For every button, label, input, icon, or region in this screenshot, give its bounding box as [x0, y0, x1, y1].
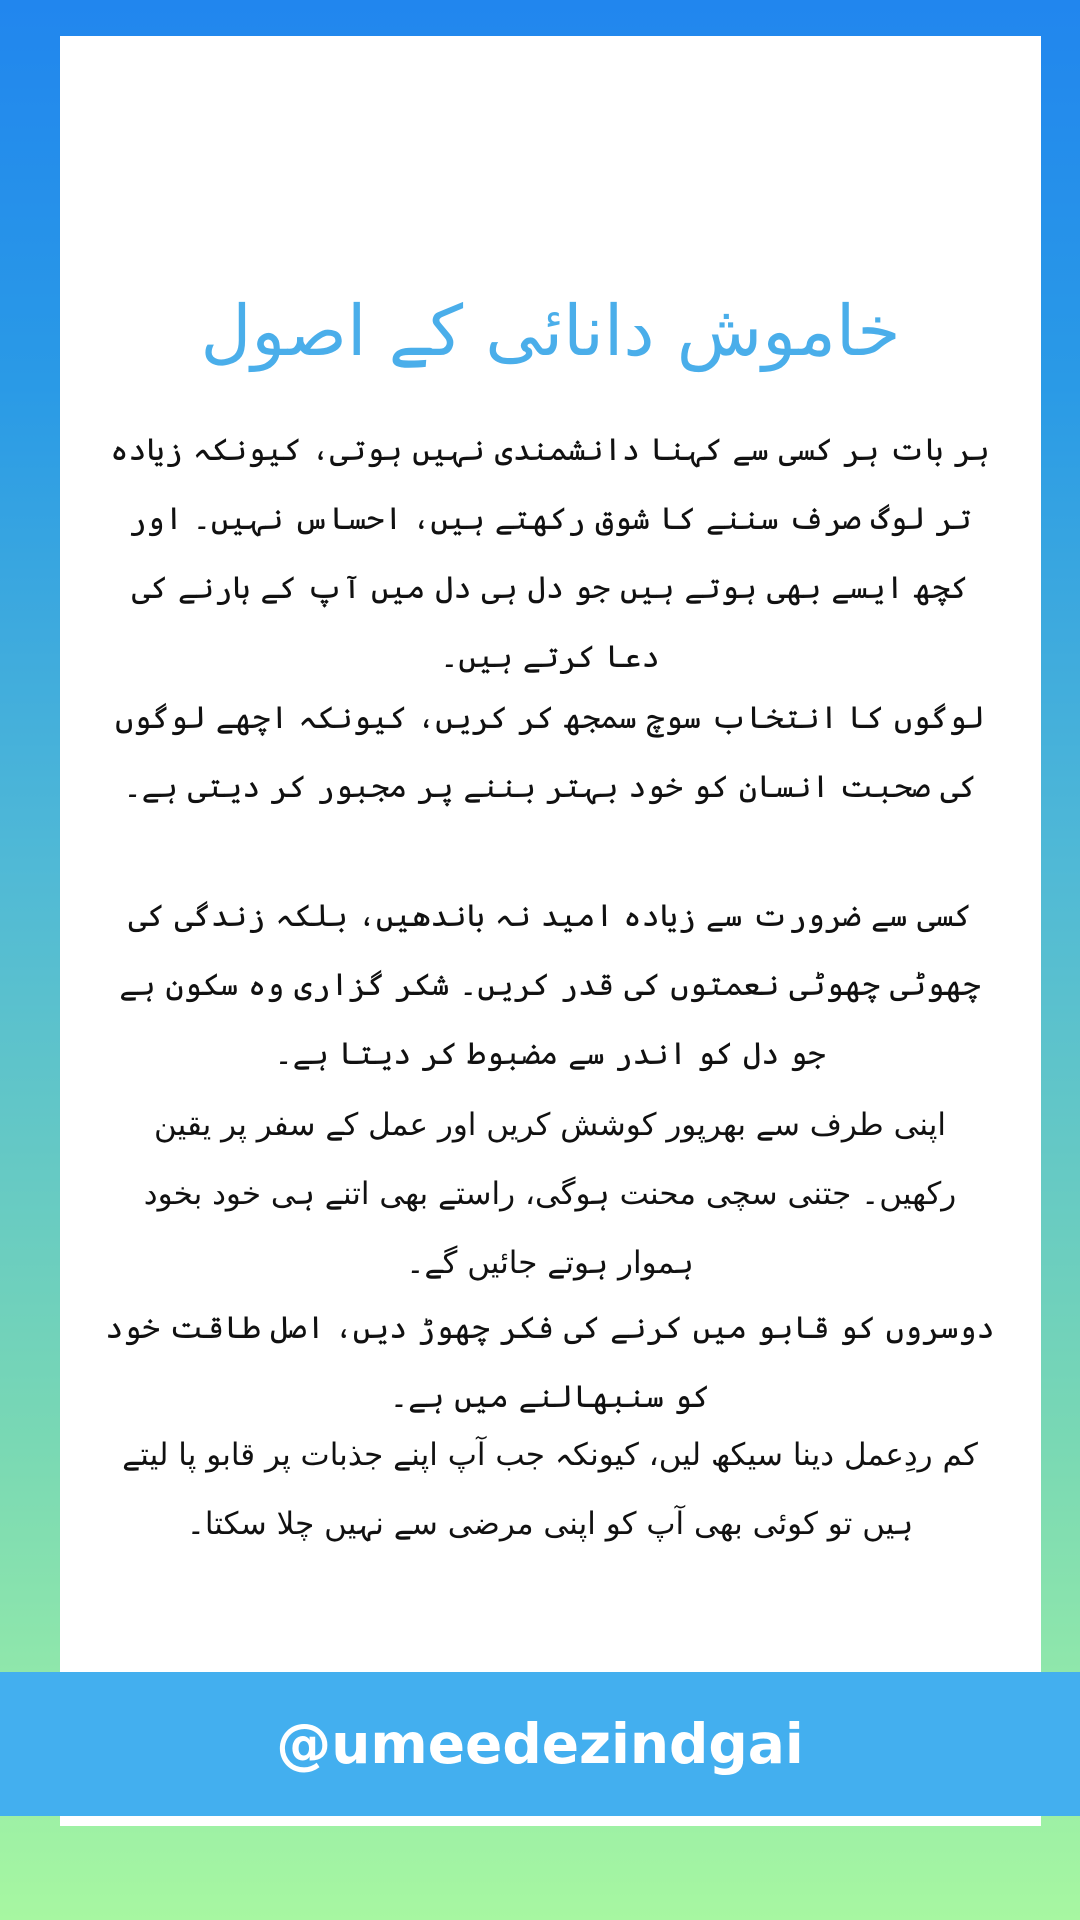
- account-handle[interactable]: @umeedezindgai: [276, 1712, 804, 1776]
- post-title: خاموش دانائی کے اصول: [200, 290, 901, 372]
- footer-banner: [0, 1672, 1080, 1816]
- paragraph-4: اپنی طرف سے بھرپور کوشش کریں اور عمل کے سفر پر یقین رکھیں۔ جتنی سچی محنت ہوگی، راستے بھی اتنے ہی خود بخود ہموار ہوتے جائیں گے۔: [143, 1107, 957, 1281]
- paragraph-3: کسی سے ضرورت سے زیادہ امید نہ باندھیں، بلکہ زندگی کی چھوٹی چھوٹی نعمتوں کی قدر کریں۔ شکر گزاری وہ سکون ہے جو دل کو اندر سے مضبوط کر دیتا ہے۔: [119, 898, 981, 1072]
- paragraph-5: دوسروں کو قابو میں کرنے کی فکر چھوڑ دیں، اصل طاقت خود کو سنبھالنے میں ہے۔: [105, 1310, 995, 1415]
- quote-card: [60, 36, 1041, 1826]
- paragraph-2: لوگوں کا انتخاب سوچ سمجھ کر کریں، کیونکہ اچھے لوگوں کی صحبت انسان کو خود بہتر بننے پر مجبور کر دیتی ہے۔: [115, 700, 985, 805]
- paragraph-1: ہر بات ہر کسی سے کہنا دانشمندی نہیں ہوتی، کیونکہ زیادہ تر لوگ صرف سننے کا شوق رکھتے ہیں، احساس نہیں۔ اور کچھ ایسے بھی ہوتے ہیں جو دل ہی دل میں آپ کے ہارنے کی دعا کرتے ہیں۔: [110, 432, 990, 675]
- paragraph-6: کم ردِعمل دینا سیکھ لیں، کیونکہ جب آپ اپنے جذبات پر قابو پا لیتے ہیں تو کوئی بھی آپ کو اپنی مرضی سے نہیں چلا سکتا۔: [122, 1437, 978, 1542]
